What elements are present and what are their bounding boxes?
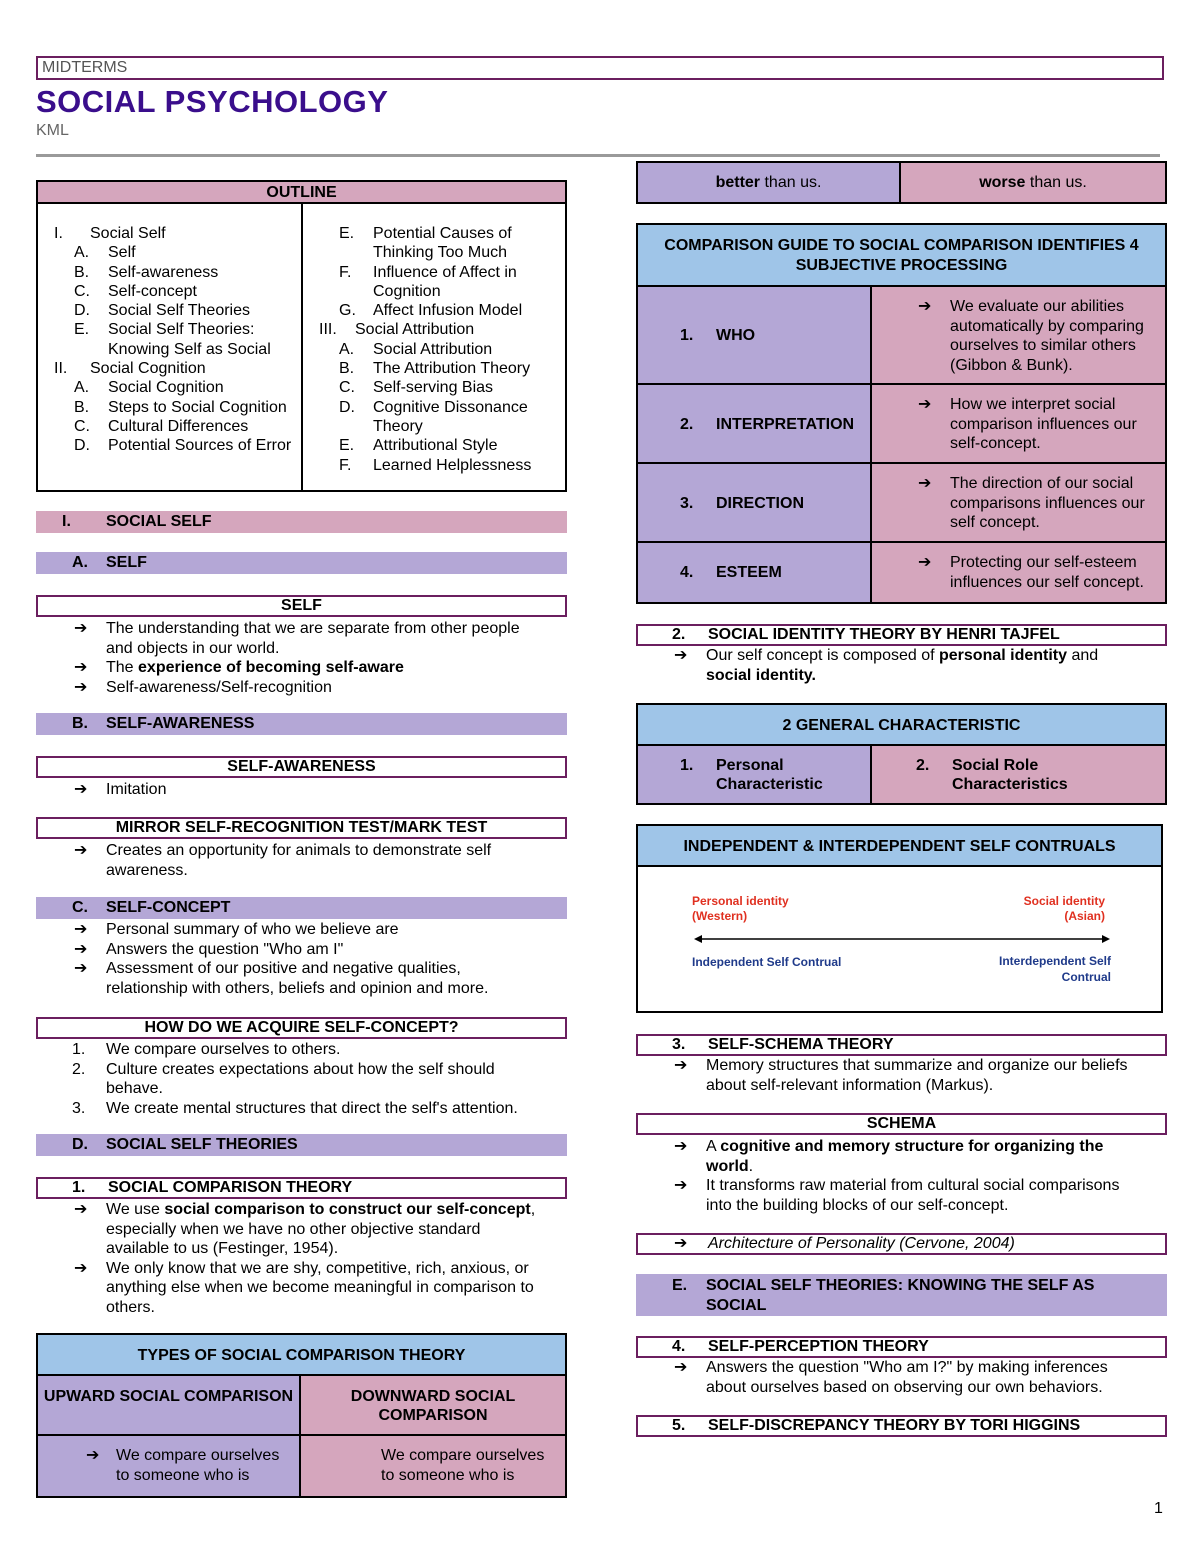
outline-item: E. Social Self Theories: [74,321,255,339]
mirror-test-box: MIRROR SELF-RECOGNITION TEST/MARK TEST [36,817,567,839]
outline-item: E. Potential Causes of [339,225,512,242]
guide-key-interpretation: 2. INTERPRETATION [638,385,872,464]
outline-item: Thinking Too Much [373,244,507,262]
guide-key-esteem: 4. ESTEEM [638,543,872,602]
self-schema-list: ➔ Memory structures that summarize and organize our beliefs about self-relevant information (Markus). [674,1057,1128,1094]
outline-item: B. Self-awareness [74,263,219,281]
guide-value-who: ➔ We evaluate our abilities automatically by comparing ourselves to similar others (Gibbon & Bunk). [872,287,1165,385]
outline-item: D. Potential Sources of Error [74,437,292,455]
section-self-concept: C. SELF-CONCEPT [36,897,567,919]
guide-value-esteem: ➔ Protecting our self-esteem influences our self concept. [872,543,1165,602]
worse-cell: worse than us. [901,163,1165,202]
outline-item: C. Self-concept [74,282,197,300]
outline-item: D. Social Self Theories [74,302,250,320]
construal-diagram: Personal identity (Western) Social identity (Asian) Independent Self Contrual Interdependent Self Contrual [692,894,1111,984]
self-box: SELF [36,595,567,617]
guide-value-direction: ➔ The direction of our social comparisons influences our self concept. [872,464,1165,543]
social-comparison-list: ➔ We use social comparison to construct our self-concept, especially when we have no other objective standard available to us (Festinger, 1954). ➔ We only know that we are shy, competitive, rich, anxious, or anything else when we become meaningful in comparison to others. [74,1201,536,1316]
gen-title: 2 GENERAL CHARACTERISTIC [638,705,1165,746]
social-identity-list: ➔ Our self concept is composed of personal identity and social identity. [674,647,1099,684]
outline-item: A. Social Attribution [339,340,493,358]
divider [36,154,1160,157]
personal-characteristic: 1. Personal Characteristic [638,746,872,803]
outline-item: Knowing Self as Social [108,340,271,358]
outline-item: G. Affect Infusion Model [339,302,523,320]
outline-item: B. Steps to Social Cognition [74,398,287,416]
page-number: 1 [1154,1500,1163,1517]
section-knowing-self: E. SOCIAL SELF THEORIES: KNOWING THE SELF AS SOCIAL [636,1274,1167,1316]
construals-title: INDEPENDENT & INTERDEPENDENT SELF CONTRUALS [638,826,1161,867]
schema-box: SCHEMA [636,1113,1167,1135]
upward-header: UPWARD SOCIAL COMPARISON [38,1376,301,1436]
outline-item: B. The Attribution Theory [339,360,531,378]
outline-item: C. Cultural Differences [74,417,249,435]
self-awareness-box: SELF-AWARENESS [36,756,567,778]
self-concept-list: ➔ Personal summary of who we believe are ➔ Answers the question "Who am I" ➔ Assessment of our positive and negative qualities, relationship with others, beliefs and opinion and more. [74,921,489,997]
guide-key-who: 1. WHO [638,287,872,385]
midterms-label: MIDTERMS [36,56,1164,80]
comparison-guide-table [636,223,1167,604]
outline-title: OUTLINE [38,182,565,204]
downward-desc: We compare ourselves to someone who is [301,1436,565,1496]
outline-right [319,224,559,475]
better-worse-table [636,161,1167,204]
guide-value-interpretation: ➔ How we interpret social comparison influences our self-concept. [872,385,1165,464]
self-perception-list: ➔ Answers the question "Who am I?" by making inferences about ourselves based on observing our own behaviors. [674,1359,1108,1396]
section-social-self: I. SOCIAL SELF [36,511,567,533]
self-schema-box: 3. SELF-SCHEMA THEORY [636,1034,1167,1056]
self-list: ➔ The understanding that we are separate from other people and objects in our world. ➔ The experience of becoming self-aware ➔ Self-awareness/Self-recognition [74,620,520,696]
author: KML [36,122,69,139]
acquire-list: 1. We compare ourselves to others. 2. Culture creates expectations about how the self should behave. 3. We create mental structures that direct the self's attention. [72,1041,518,1117]
architecture-box: ➔ Architecture of Personality (Cervone, 2004) [636,1233,1167,1255]
schema-list: ➔ A cognitive and memory structure for organizing the world. ➔ It transforms raw material from cultural social comparisons into the building blocks of our self-concept. [674,1138,1120,1214]
outline-item: I. Social Self [54,225,166,242]
general-characteristic-table [636,703,1167,805]
outline-item: D. Cognitive Dissonance [339,398,528,416]
outline-item: F. Learned Helplessness [339,456,532,474]
guide-title: COMPARISON GUIDE TO SOCIAL COMPARISON IDENTIFIES 4 SUBJECTIVE PROCESSING [638,225,1165,287]
upward-desc: ➔ We compare ourselves to someone who is [38,1436,301,1496]
self-awareness-list: ➔ Imitation [74,781,167,798]
guide-key-direction: 3. DIRECTION [638,464,872,543]
outline-item: A. Social Cognition [74,379,224,397]
outline-item: E. Attributional Style [339,437,498,455]
outline-item: III. Social Attribution [319,321,475,339]
downward-header: DOWNWARD SOCIAL COMPARISON [301,1376,565,1436]
outline-item: C. Self-serving Bias [339,379,494,397]
outline-item: II. Social Cognition [54,360,206,378]
outline-left [54,224,304,456]
section-self-awareness: B. SELF-AWARENESS [36,713,567,735]
types-table [36,1333,567,1498]
better-cell: better than us. [638,163,901,202]
outline-item: Cognition [373,282,441,300]
page-title: SOCIAL PSYCHOLOGY [36,84,389,119]
section-self: A. SELF [36,552,567,574]
double-arrow-icon [694,932,1110,946]
self-perception-box: 4. SELF-PERCEPTION THEORY [636,1336,1167,1358]
mirror-test-list: ➔ Creates an opportunity for animals to demonstrate self awareness. [74,842,492,879]
outline-item: F. Influence of Affect in [339,263,517,281]
acquire-box: HOW DO WE ACQUIRE SELF-CONCEPT? [36,1017,567,1039]
social-identity-box: 2. SOCIAL IDENTITY THEORY BY HENRI TAJFEL [636,624,1167,646]
section-social-self-theories: D. SOCIAL SELF THEORIES [36,1134,567,1156]
self-construals-table [636,824,1163,1013]
self-discrepancy-box: 5. SELF-DISCREPANCY THEORY BY TORI HIGGINS [636,1415,1167,1437]
types-title: TYPES OF SOCIAL COMPARISON THEORY [38,1335,565,1376]
outline-item: Theory [373,417,423,435]
outline-table [36,180,567,492]
social-role-characteristics: 2. Social Role Characteristics [872,746,1165,803]
outline-item: A. Self [74,244,136,262]
social-comparison-box: 1. SOCIAL COMPARISON THEORY [36,1177,567,1199]
